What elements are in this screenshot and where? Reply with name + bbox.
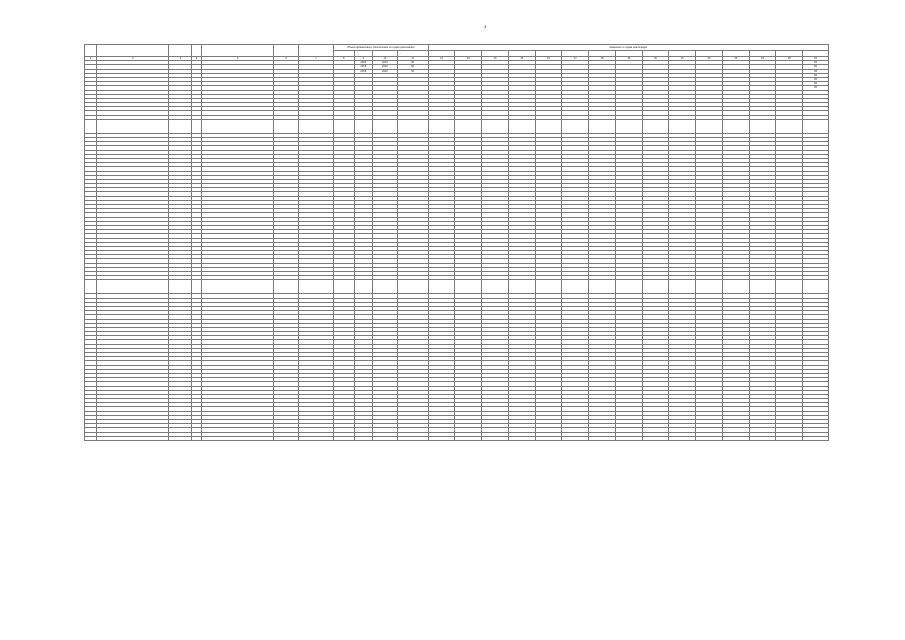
table-cell: 60 [397, 61, 428, 65]
column-number: 8 [333, 57, 354, 61]
column-number: 9 [354, 57, 373, 61]
table-cell [722, 280, 749, 294]
column-number: 13 [455, 57, 482, 61]
program-table [84, 44, 829, 441]
header-cell [97, 45, 169, 57]
table-cell [333, 119, 354, 133]
table-cell: 60 [803, 61, 829, 65]
table-cell [274, 280, 299, 294]
table-cell [615, 119, 642, 133]
table-cell [169, 436, 192, 440]
table-cell: 2016 [354, 61, 373, 65]
table-cell: 60 [803, 65, 829, 69]
table-cell [373, 280, 398, 294]
column-number: 10 [373, 57, 398, 61]
table-cell [482, 436, 509, 440]
table-cell [428, 436, 455, 440]
table-cell [589, 119, 616, 133]
column-number: 2 [97, 57, 169, 61]
table-cell [97, 280, 169, 294]
table-cell [535, 280, 562, 294]
table-cell [397, 436, 428, 440]
table-cell [615, 436, 642, 440]
column-number: 25 [776, 57, 803, 61]
column-number: 23 [722, 57, 749, 61]
column-number: 4 [191, 57, 201, 61]
table-cell [354, 436, 373, 440]
table-cell [202, 436, 274, 440]
table-cell [722, 436, 749, 440]
table-cell [169, 280, 192, 294]
table-cell: 60 [803, 82, 829, 86]
table-cell [397, 280, 428, 294]
table-cell [333, 280, 354, 294]
header-cell [298, 45, 333, 57]
table-cell [722, 119, 749, 133]
table-cell [669, 280, 696, 294]
column-number: 5 [202, 57, 274, 61]
table-cell [428, 119, 455, 133]
column-number: 21 [669, 57, 696, 61]
column-number: 26 [803, 57, 829, 61]
table-cell [298, 436, 333, 440]
column-number: 17 [562, 57, 589, 61]
table-cell [562, 436, 589, 440]
table-cell: 60 [397, 65, 428, 69]
table-cell [642, 280, 669, 294]
table-cell [354, 280, 373, 294]
table-cell [508, 119, 535, 133]
table-cell [169, 119, 192, 133]
column-number: 1 [85, 57, 97, 61]
table-cell [589, 436, 616, 440]
table-cell [191, 280, 201, 294]
table-cell: 2016 [354, 65, 373, 69]
header-cell [191, 45, 201, 57]
header-cell [169, 45, 192, 57]
table-cell: 60 [803, 86, 829, 90]
table-cell [482, 280, 509, 294]
table-cell: 2022 [373, 65, 398, 69]
table-cell [535, 119, 562, 133]
table-cell [373, 119, 398, 133]
column-number: 16 [535, 57, 562, 61]
column-number: 24 [749, 57, 776, 61]
table-cell [776, 436, 803, 440]
table-cell [696, 436, 723, 440]
table-cell [191, 436, 201, 440]
table-cell: 60 [803, 69, 829, 73]
table-cell [642, 119, 669, 133]
table-cell: 2016 [354, 69, 373, 73]
table-row [85, 436, 829, 440]
table-cell [455, 119, 482, 133]
table-cell [274, 119, 299, 133]
table-cell [803, 436, 829, 440]
table-cell [803, 119, 829, 133]
table-cell [397, 119, 428, 133]
table-cell [202, 280, 274, 294]
header-cell [274, 45, 299, 57]
table-cell [776, 119, 803, 133]
data-sheet [84, 44, 829, 441]
table-cell [803, 280, 829, 294]
column-number: 3 [169, 57, 192, 61]
table-cell: 2022 [373, 61, 398, 65]
table-cell [298, 280, 333, 294]
table-cell [508, 436, 535, 440]
column-number: 12 [428, 57, 455, 61]
table-cell [669, 119, 696, 133]
table-cell [298, 119, 333, 133]
table-cell [85, 119, 97, 133]
table-cell [696, 119, 723, 133]
column-number: 18 [589, 57, 616, 61]
table-row [85, 119, 829, 133]
column-number: 15 [508, 57, 535, 61]
table-cell [354, 119, 373, 133]
table-cell [589, 280, 616, 294]
column-number: 22 [696, 57, 723, 61]
column-number: 19 [615, 57, 642, 61]
header-group-values: Значение по годам реализации [428, 45, 828, 51]
column-number: 7 [298, 57, 333, 61]
table-cell: 2022 [373, 69, 398, 73]
table-cell [85, 280, 97, 294]
table-cell [333, 436, 354, 440]
header-group-funding: Объем финансового обеспечения по годам реализации [333, 45, 428, 51]
table-cell [97, 436, 169, 440]
table-cell [669, 436, 696, 440]
table-cell [562, 119, 589, 133]
table-cell: 60 [803, 73, 829, 77]
table-cell [202, 119, 274, 133]
table-body [85, 57, 829, 441]
table-cell [508, 280, 535, 294]
table-cell: 60 [397, 69, 428, 73]
table-row [85, 280, 829, 294]
table-cell: 60 [803, 77, 829, 81]
table-cell [776, 280, 803, 294]
table-cell [455, 280, 482, 294]
table-cell [482, 119, 509, 133]
table-cell [615, 280, 642, 294]
header-cell [202, 45, 274, 57]
table-cell [428, 280, 455, 294]
table-cell [373, 436, 398, 440]
table-cell [749, 119, 776, 133]
header-cell [85, 45, 97, 57]
page-number: 3 [484, 24, 487, 29]
column-number: 20 [642, 57, 669, 61]
table-cell [97, 119, 169, 133]
table-cell [191, 119, 201, 133]
table-cell [642, 436, 669, 440]
table-cell [562, 280, 589, 294]
column-number: 6 [274, 57, 299, 61]
table-cell [274, 436, 299, 440]
table-cell [696, 280, 723, 294]
table-cell [749, 436, 776, 440]
table-cell [749, 280, 776, 294]
table-cell [535, 436, 562, 440]
column-number: 11 [397, 57, 428, 61]
column-number: 14 [482, 57, 509, 61]
table-cell [455, 436, 482, 440]
table-cell [85, 436, 97, 440]
